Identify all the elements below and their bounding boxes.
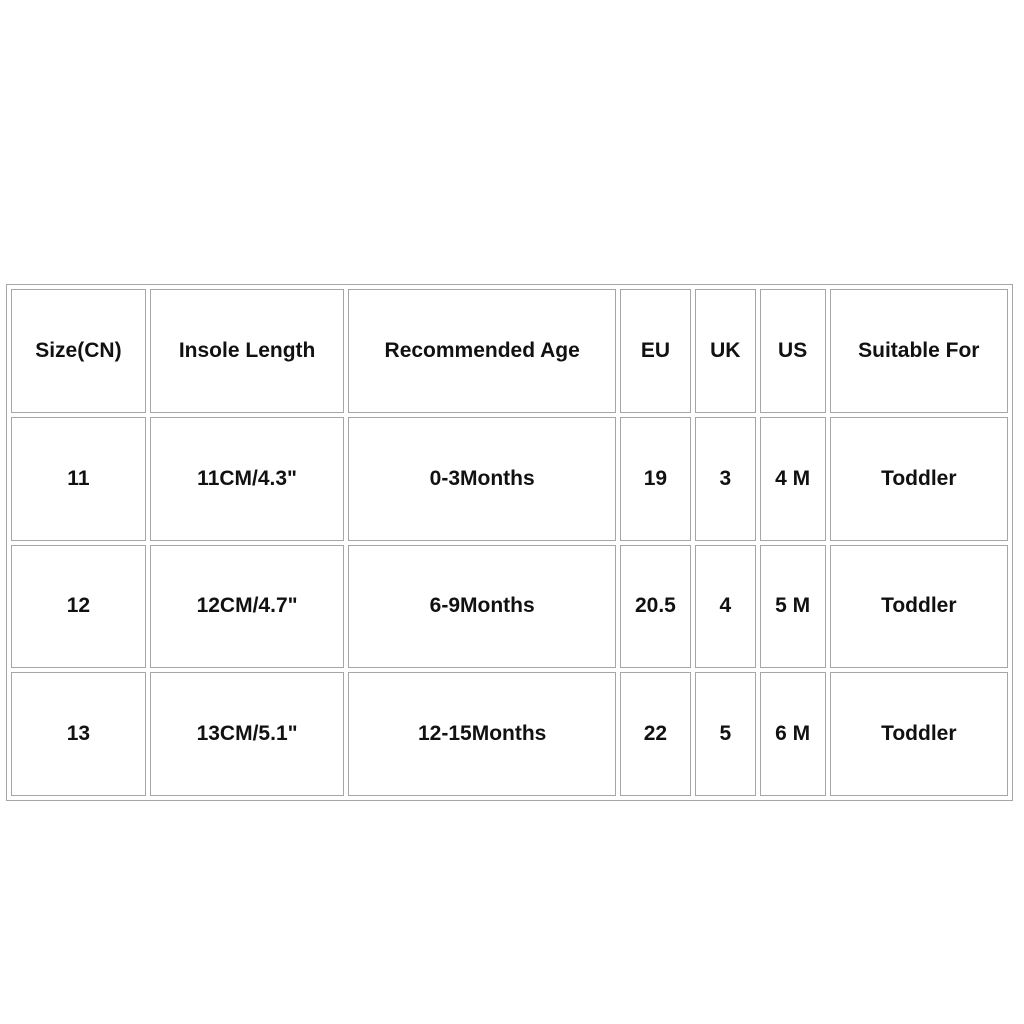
header-us: US (760, 289, 826, 413)
cell-insole-length: 13CM/5.1" (150, 672, 345, 796)
cell-size-cn: 12 (11, 545, 146, 669)
cell-us: 6 M (760, 672, 826, 796)
cell-us: 4 M (760, 417, 826, 541)
cell-uk: 5 (695, 672, 756, 796)
cell-recommended-age: 6-9Months (348, 545, 616, 669)
header-recommended-age: Recommended Age (348, 289, 616, 413)
cell-recommended-age: 12-15Months (348, 672, 616, 796)
header-eu: EU (620, 289, 691, 413)
cell-insole-length: 12CM/4.7" (150, 545, 345, 669)
table-row (11, 417, 1008, 541)
size-chart-table (6, 284, 1013, 801)
cell-eu: 22 (620, 672, 691, 796)
header-size-cn: Size(CN) (11, 289, 146, 413)
header-suitable-for: Suitable For (830, 289, 1008, 413)
table-row (11, 545, 1008, 669)
cell-eu: 19 (620, 417, 691, 541)
table-header-row (11, 289, 1008, 413)
cell-uk: 3 (695, 417, 756, 541)
cell-eu: 20.5 (620, 545, 691, 669)
cell-size-cn: 13 (11, 672, 146, 796)
header-uk: UK (695, 289, 756, 413)
cell-us: 5 M (760, 545, 826, 669)
cell-recommended-age: 0-3Months (348, 417, 616, 541)
cell-size-cn: 11 (11, 417, 146, 541)
cell-suitable-for: Toddler (830, 672, 1008, 796)
table-row (11, 672, 1008, 796)
cell-suitable-for: Toddler (830, 417, 1008, 541)
cell-uk: 4 (695, 545, 756, 669)
header-insole-length: Insole Length (150, 289, 345, 413)
cell-insole-length: 11CM/4.3" (150, 417, 345, 541)
cell-suitable-for: Toddler (830, 545, 1008, 669)
